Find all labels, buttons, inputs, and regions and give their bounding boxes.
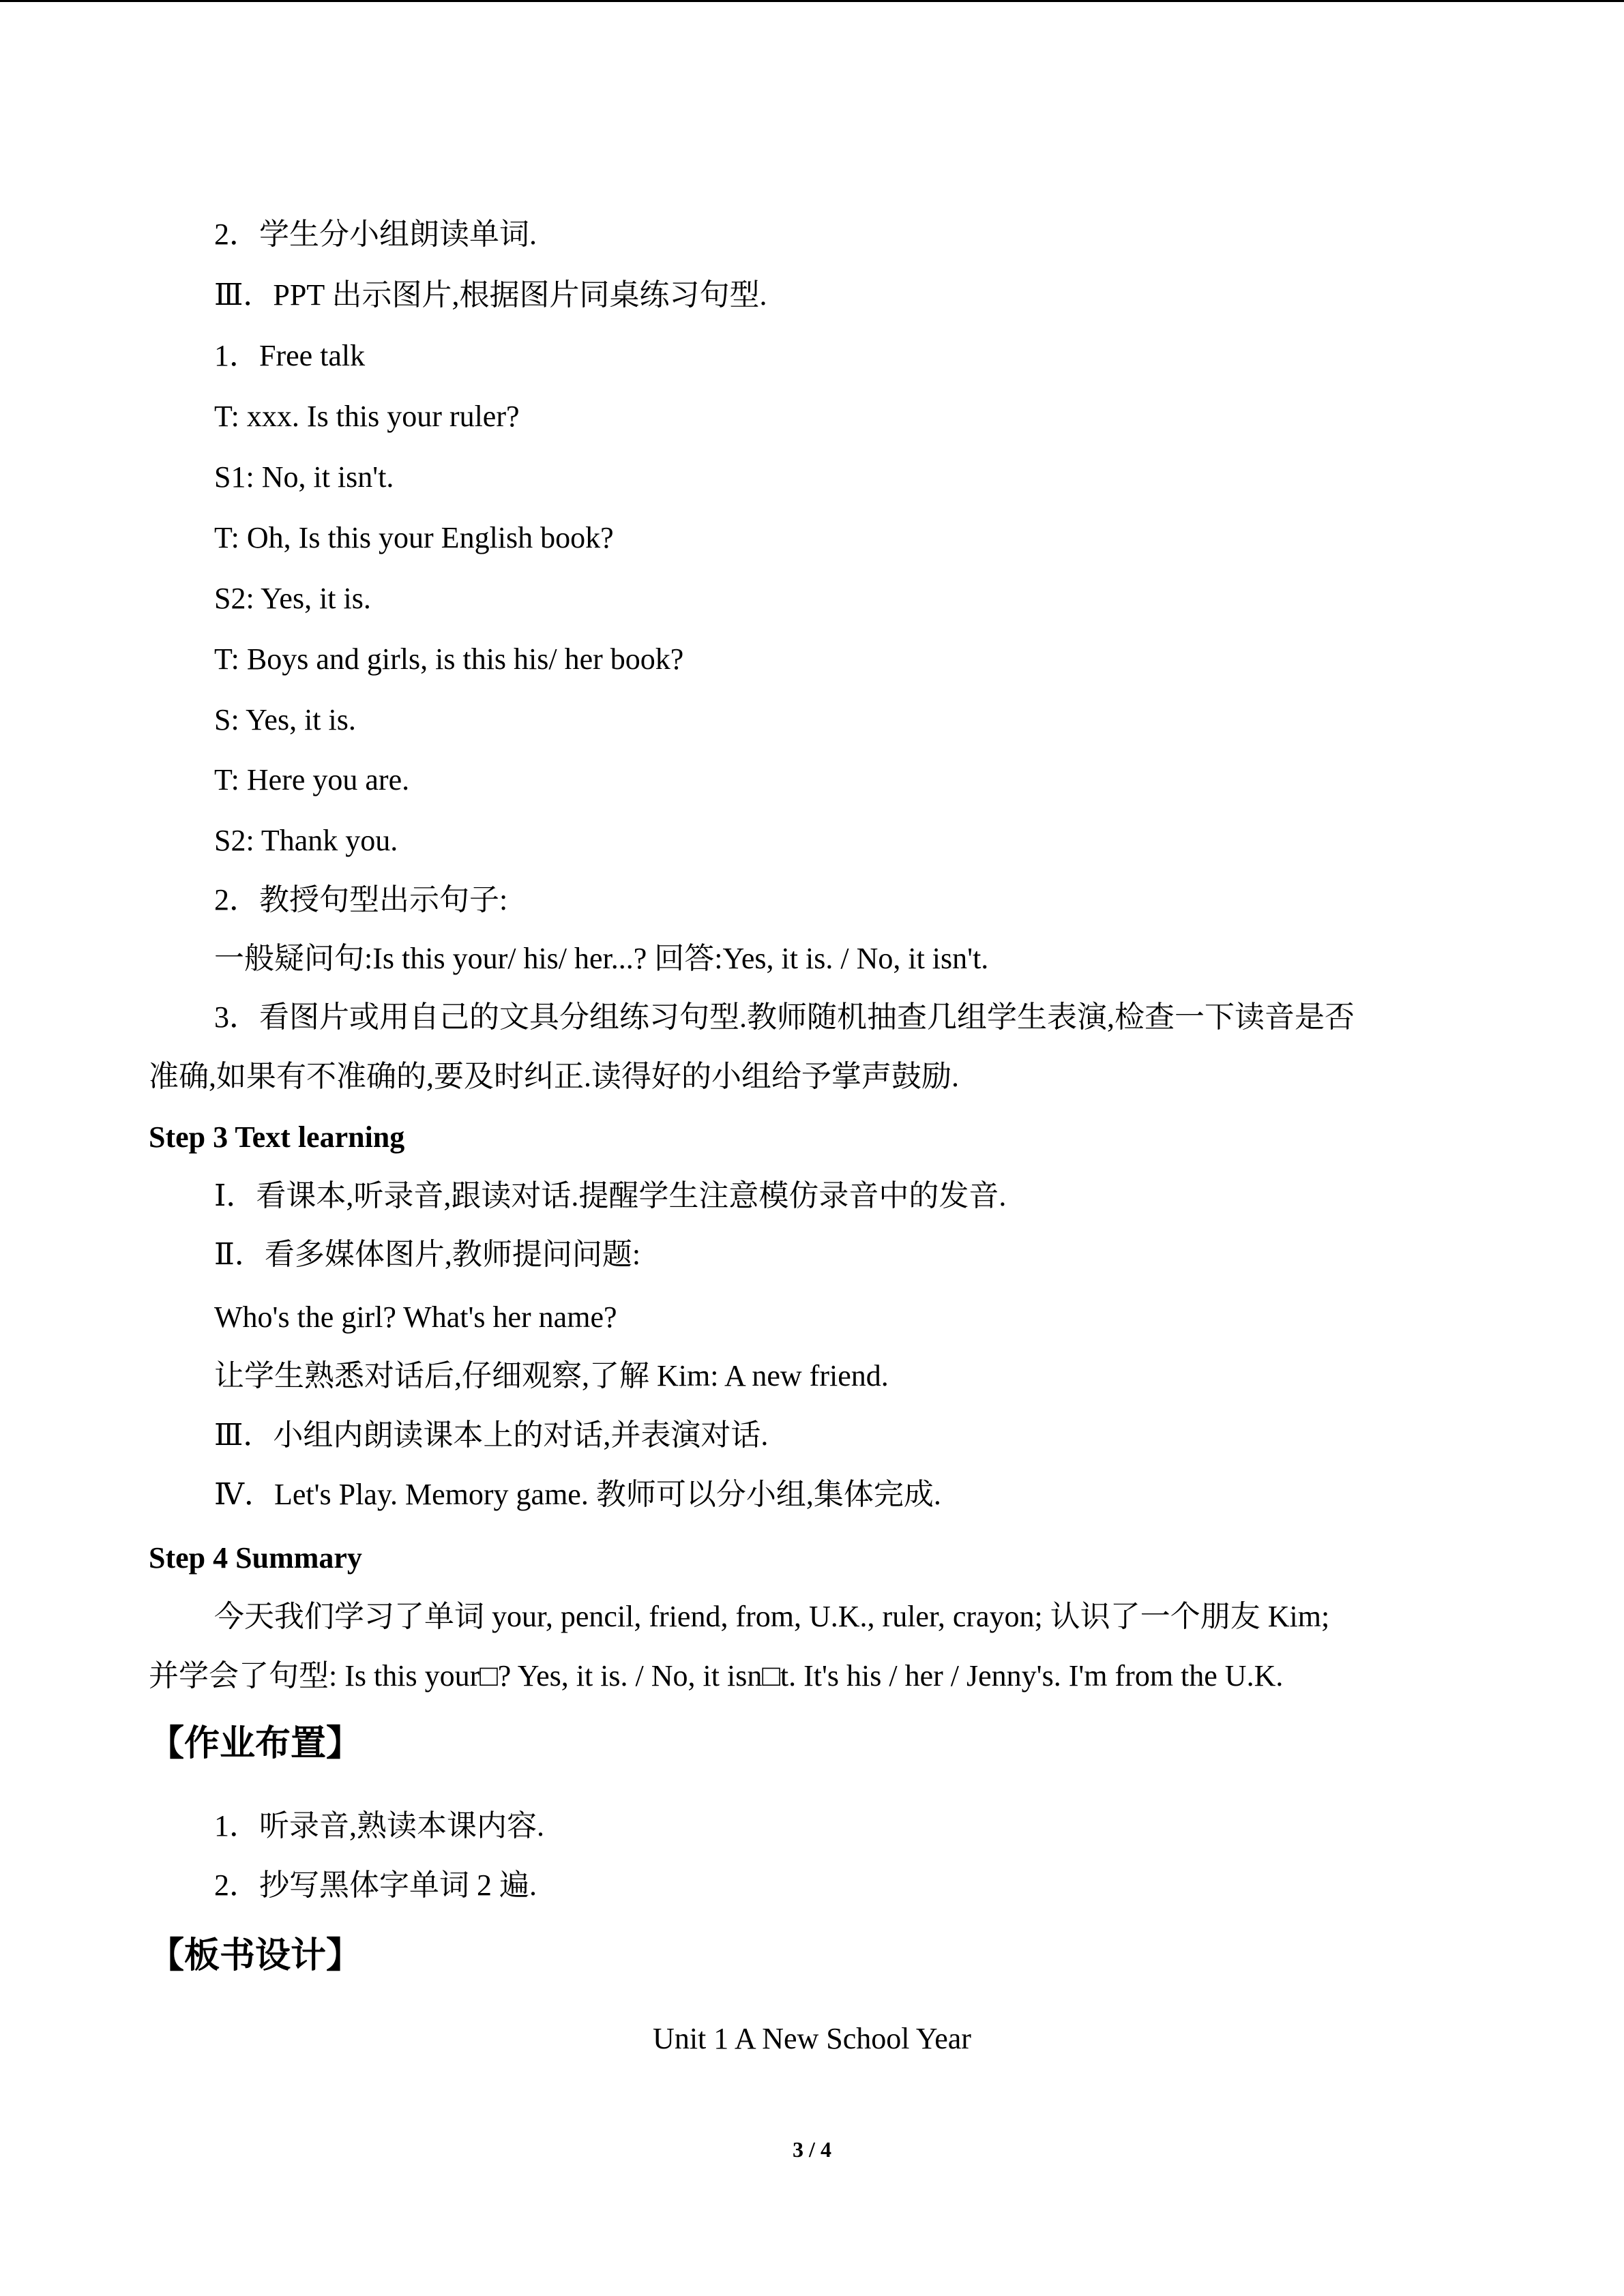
- text-line: T: Boys and girls, is this his/ her book?: [214, 642, 684, 676]
- text-line: S: Yes, it is.: [214, 703, 356, 736]
- step4-line: 今天我们学习了单词 your, pencil, friend, from, U.K., ruler, crayon; 认识了一个朋友 Kim;: [214, 1600, 1330, 1633]
- step4-line: 并学会了句型: Is this your□? Yes, it is. / No, it isn□t. It's his / her / Jenny's. I'm from the U.K.: [149, 1659, 1284, 1693]
- step4-heading: Step 4 Summary: [149, 1541, 362, 1575]
- board-title: Unit 1 A New School Year: [653, 2022, 971, 2055]
- homework-heading: 【作业布置】: [149, 1723, 362, 1764]
- text-line: 2．教授句型出示句子:: [214, 883, 508, 916]
- page-number: 3 / 4: [793, 2137, 831, 2162]
- page-top-border: [0, 0, 1624, 2]
- step3-line: 让学生熟悉对话后,仔细观察,了解 Kim: A new friend.: [214, 1359, 889, 1392]
- step3-line: Who's the girl? What's her name?: [214, 1300, 617, 1334]
- text-line: 准确,如果有不准确的,要及时纠正.读得好的小组给予掌声鼓励.: [149, 1060, 959, 1093]
- step3-line: Ⅳ．Let's Play. Memory game. 教师可以分小组,集体完成.: [214, 1478, 941, 1511]
- homework-line: 2．抄写黑体字单词 2 遍.: [214, 1868, 537, 1902]
- text-line: 1．Free talk: [214, 339, 366, 372]
- text-line: 一般疑问句:Is this your/ his/ her...? 回答:Yes, it is. / No, it isn't.: [214, 942, 989, 975]
- step3-line: Ⅰ．看课本,听录音,跟读对话.提醒学生注意模仿录音中的发音.: [214, 1179, 1007, 1212]
- text-line: Ⅲ．PPT 出示图片,根据图片同桌练习句型.: [214, 278, 767, 312]
- step3-line: Ⅱ．看多媒体图片,教师提问问题:: [214, 1238, 641, 1271]
- text-line: T: xxx. Is this your ruler?: [214, 400, 520, 433]
- board-heading: 【板书设计】: [149, 1935, 362, 1976]
- text-line: S2: Thank you.: [214, 824, 398, 857]
- text-line: 2．学生分小组朗读单词.: [214, 218, 537, 251]
- text-line: S1: No, it isn't.: [214, 460, 394, 494]
- text-line: T: Here you are.: [214, 763, 410, 796]
- step3-line: Ⅲ．小组内朗读课本上的对话,并表演对话.: [214, 1418, 769, 1452]
- step3-heading: Step 3 Text learning: [149, 1120, 405, 1154]
- homework-line: 1．听录音,熟读本课内容.: [214, 1809, 544, 1843]
- text-line: S2: Yes, it is.: [214, 582, 371, 615]
- text-line: T: Oh, Is this your English book?: [214, 521, 614, 554]
- text-line: 3．看图片或用自己的文具分组练习句型.教师随机抽查几组学生表演,检查一下读音是否: [214, 1000, 1355, 1034]
